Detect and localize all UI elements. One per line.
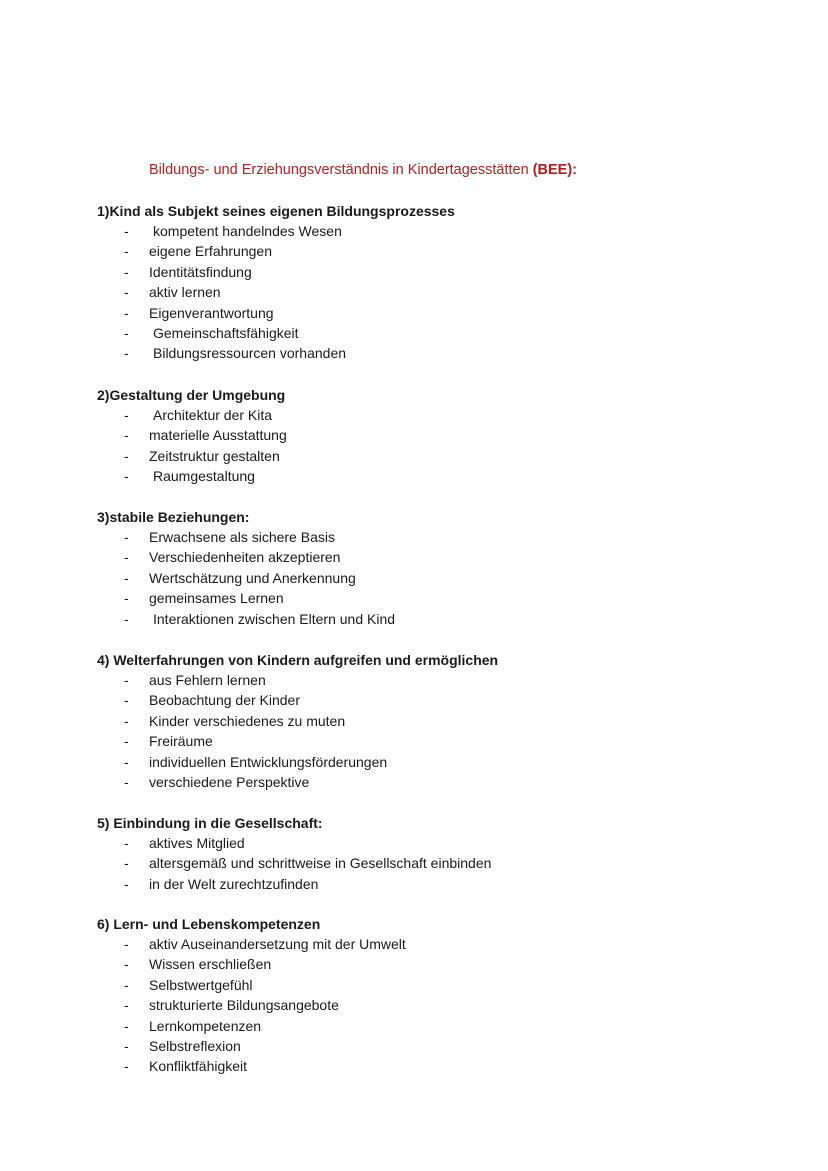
- list-item: [97, 731, 737, 751]
- bullet-dash: -: [124, 672, 129, 688]
- document-title-main: Bildungs- und Erziehungsverständnis in Kindertagesstätten: [149, 162, 533, 178]
- bullet-dash: -: [124, 956, 129, 973]
- section-heading: 1)Kind als Subjekt seines eigenen Bildungsprozesses: [97, 203, 455, 219]
- bullet-dash: -: [124, 263, 129, 280]
- list-item: [97, 282, 737, 302]
- bullet-dash: -: [124, 936, 129, 952]
- bullet-dash: -: [124, 243, 129, 260]
- list-item-text: Eigenverantwortung: [149, 304, 274, 321]
- list-item-text: Zeitstruktur gestalten: [149, 447, 280, 464]
- bullet-dash: -: [124, 590, 129, 607]
- bullet-dash: -: [124, 1017, 129, 1034]
- bullet-dash: -: [124, 324, 129, 341]
- list-item: [97, 241, 737, 261]
- list-item: [97, 568, 737, 588]
- list-item-text: Erwachsene als sichere Basis: [149, 529, 335, 545]
- section-heading: 5) Einbindung in die Gesellschaft:: [97, 815, 323, 831]
- bullet-dash: -: [124, 692, 129, 709]
- list-item: [97, 833, 737, 853]
- list-item: [97, 405, 737, 425]
- list-item: [97, 221, 737, 241]
- list-item: [97, 995, 737, 1015]
- bullet-dash: -: [124, 345, 129, 362]
- list-item-text: altersgemäß und schrittweise in Gesellschaft einbinden: [149, 855, 492, 872]
- list-item-text: verschiedene Perspektive: [149, 773, 310, 790]
- bullet-dash: -: [124, 835, 129, 851]
- list-item: [97, 690, 737, 710]
- list-item: [97, 588, 737, 608]
- document-title-abbreviation: (BEE):: [532, 162, 577, 178]
- list-item: [97, 527, 737, 547]
- bullet-dash: -: [124, 976, 129, 993]
- list-item: [97, 874, 737, 894]
- list-item-text: Raumgestaltung: [153, 468, 255, 485]
- bullet-dash: -: [124, 1058, 129, 1075]
- bullet-dash: -: [124, 223, 129, 239]
- section-heading: 2)Gestaltung der Umgebung: [97, 387, 286, 403]
- list-item: [97, 303, 737, 323]
- bullet-dash: -: [124, 427, 129, 444]
- bullet-dash: -: [124, 549, 129, 566]
- section-kind-als-subjekt: [97, 201, 737, 364]
- list-item-text: aktiv lernen: [149, 284, 221, 301]
- list-item-text: Interaktionen zwischen Eltern und Kind: [153, 610, 396, 627]
- list-item: [97, 1056, 737, 1076]
- bullet-dash: -: [124, 407, 129, 423]
- bullet-dash: -: [124, 855, 129, 872]
- list-item: [97, 670, 737, 690]
- section-lern-lebenskompetenzen: [97, 914, 737, 1077]
- list-item-text: Selbstreflexion: [149, 1037, 241, 1054]
- list-item-text: Identitätsfindung: [149, 263, 252, 280]
- list-item-text: kompetent handelndes Wesen: [153, 223, 342, 239]
- bullet-dash: -: [124, 997, 129, 1014]
- list-item: [97, 547, 737, 567]
- list-item-text: Selbstwertgefühl: [149, 976, 253, 993]
- list-item-text: Gemeinschaftsfähigkeit: [153, 324, 299, 341]
- list-item-text: strukturierte Bildungsangebote: [149, 997, 339, 1014]
- list-item-text: Lernkompetenzen: [149, 1017, 262, 1034]
- section-heading: 3)stabile Beziehungen:: [97, 509, 250, 525]
- bullet-dash: -: [124, 447, 129, 464]
- list-item-text: Konfliktfähigkeit: [149, 1058, 248, 1075]
- list-item: [97, 853, 737, 873]
- bullet-dash: -: [124, 712, 129, 729]
- list-item-text: Architektur der Kita: [153, 407, 273, 423]
- list-item: [97, 343, 737, 363]
- list-item-text: individuellen Entwicklungsförderungen: [149, 753, 388, 770]
- bullet-dash: -: [124, 773, 129, 790]
- list-item: [97, 262, 737, 282]
- bullet-dash: -: [124, 875, 129, 892]
- document-title: [149, 160, 577, 180]
- list-item-text: Wertschätzung und Anerkennung: [149, 569, 356, 586]
- list-item-text: eigene Erfahrungen: [149, 243, 272, 260]
- section-stabile-beziehungen: [97, 507, 737, 629]
- bullet-dash: -: [124, 610, 129, 627]
- list-item: [97, 1036, 737, 1056]
- list-item: [97, 446, 737, 466]
- list-item: [97, 425, 737, 445]
- list-item-text: Wissen erschließen: [149, 956, 272, 973]
- list-item-text: gemeinsames Lernen: [149, 590, 284, 607]
- list-item: [97, 711, 737, 731]
- list-item: [97, 752, 737, 772]
- list-item: [97, 975, 737, 995]
- list-item-text: aktiv Auseinandersetzung mit der Umwelt: [149, 936, 406, 952]
- section-heading: 4) Welterfahrungen von Kindern aufgreifen und ermöglichen: [97, 652, 499, 668]
- list-item-text: aktives Mitglied: [149, 835, 245, 851]
- list-item-text: Beobachtung der Kinder: [149, 692, 300, 709]
- list-item: [97, 466, 737, 486]
- section-welterfahrungen: [97, 650, 737, 792]
- bullet-dash: -: [124, 733, 129, 750]
- list-item: [97, 609, 737, 629]
- list-item-text: in der Welt zurechtzufinden: [149, 875, 319, 892]
- list-item-text: Verschiedenheiten akzeptieren: [149, 549, 341, 566]
- section-heading: 6) Lern- und Lebenskompetenzen: [97, 916, 321, 932]
- list-item-text: Kinder verschiedenes zu muten: [149, 712, 346, 729]
- list-item: [97, 934, 737, 954]
- bullet-dash: -: [124, 284, 129, 301]
- bullet-dash: -: [124, 468, 129, 485]
- list-item-text: materielle Ausstattung: [149, 427, 287, 444]
- section-einbindung-gesellschaft: [97, 813, 737, 894]
- list-item: [97, 323, 737, 343]
- list-item-text: aus Fehlern lernen: [149, 672, 266, 688]
- list-item: [97, 1016, 737, 1036]
- bullet-dash: -: [124, 753, 129, 770]
- bullet-dash: -: [124, 569, 129, 586]
- section-gestaltung-umgebung: [97, 385, 737, 487]
- bullet-dash: -: [124, 1037, 129, 1054]
- list-item: [97, 954, 737, 974]
- bullet-dash: -: [124, 529, 129, 545]
- list-item-text: Bildungsressourcen vorhanden: [153, 345, 347, 362]
- bullet-dash: -: [124, 304, 129, 321]
- list-item-text: Freiräume: [149, 733, 213, 750]
- list-item: [97, 772, 737, 792]
